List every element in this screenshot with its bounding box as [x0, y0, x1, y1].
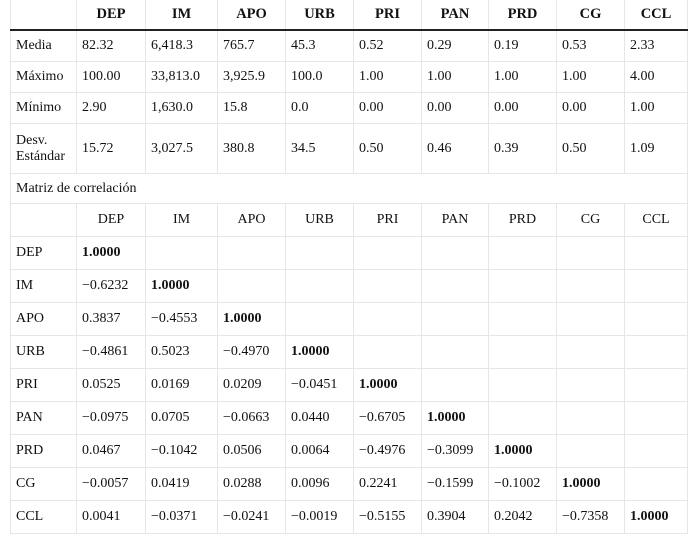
corr-header-cg: CG: [557, 204, 625, 237]
correlation-header-row: [11, 204, 688, 237]
table-cell: 0.0419: [146, 468, 218, 501]
diagonal-cell: 1.0000: [146, 270, 218, 303]
correlation-row: [11, 336, 688, 369]
row-label: PRI: [11, 369, 77, 402]
empty-cell: [625, 270, 688, 303]
table-row: [11, 30, 688, 62]
correlation-caption-row: [11, 174, 688, 204]
table-cell: 0.29: [422, 30, 489, 62]
empty-cell: [625, 402, 688, 435]
correlation-row: [11, 369, 688, 402]
table-cell: −0.0663: [218, 402, 286, 435]
table-cell: 0.0041: [77, 501, 146, 534]
diagonal-cell: 1.0000: [354, 369, 422, 402]
table-cell: 0.19: [489, 30, 557, 62]
row-label: Máximo: [11, 62, 77, 93]
table-cell: 0.52: [354, 30, 422, 62]
correlation-header-corner: [11, 204, 77, 237]
table-cell: −0.0241: [218, 501, 286, 534]
empty-cell: [625, 369, 688, 402]
table-cell: −0.1002: [489, 468, 557, 501]
table-cell: −0.0019: [286, 501, 354, 534]
empty-cell: [286, 270, 354, 303]
correlation-row: [11, 402, 688, 435]
empty-cell: [354, 270, 422, 303]
row-label: PRD: [11, 435, 77, 468]
corr-header-pri: PRI: [354, 204, 422, 237]
empty-cell: [422, 237, 489, 270]
table-cell: 0.0506: [218, 435, 286, 468]
correlation-row: [11, 270, 688, 303]
correlation-row: [11, 435, 688, 468]
table-cell: −0.4861: [77, 336, 146, 369]
empty-cell: [625, 303, 688, 336]
corr-header-im: IM: [146, 204, 218, 237]
empty-cell: [625, 336, 688, 369]
header-urb: URB: [286, 0, 354, 30]
empty-cell: [489, 303, 557, 336]
table-cell: 0.39: [489, 124, 557, 174]
table-cell: 0.50: [557, 124, 625, 174]
row-label: URB: [11, 336, 77, 369]
table-cell: −0.6232: [77, 270, 146, 303]
table-cell: 0.0169: [146, 369, 218, 402]
table-cell: 1.00: [422, 62, 489, 93]
table-cell: 6,418.3: [146, 30, 218, 62]
empty-cell: [218, 237, 286, 270]
table-cell: −0.3099: [422, 435, 489, 468]
table-cell: 0.0705: [146, 402, 218, 435]
table-cell: −0.0975: [77, 402, 146, 435]
table-cell: 1.00: [625, 93, 688, 124]
empty-cell: [489, 237, 557, 270]
correlation-row: [11, 303, 688, 336]
empty-cell: [489, 402, 557, 435]
empty-cell: [286, 303, 354, 336]
empty-cell: [489, 336, 557, 369]
correlation-row: [11, 237, 688, 270]
table-cell: 1.00: [557, 62, 625, 93]
table-cell: −0.4553: [146, 303, 218, 336]
table-cell: −0.0371: [146, 501, 218, 534]
diagonal-cell: 1.0000: [557, 468, 625, 501]
diagonal-cell: 1.0000: [422, 402, 489, 435]
table-cell: 0.00: [422, 93, 489, 124]
empty-cell: [354, 336, 422, 369]
empty-cell: [625, 435, 688, 468]
row-label: IM: [11, 270, 77, 303]
table-cell: 0.0467: [77, 435, 146, 468]
table-cell: 82.32: [77, 30, 146, 62]
table-cell: −0.7358: [557, 501, 625, 534]
header-ccl: CCL: [625, 0, 688, 30]
table-row: [11, 62, 688, 93]
table-cell: 0.0096: [286, 468, 354, 501]
table-cell: 34.5: [286, 124, 354, 174]
table-cell: 0.0288: [218, 468, 286, 501]
empty-cell: [286, 237, 354, 270]
row-label: DEP: [11, 237, 77, 270]
header-pri: PRI: [354, 0, 422, 30]
table-cell: 0.0209: [218, 369, 286, 402]
empty-cell: [422, 303, 489, 336]
table-cell: 100.0: [286, 62, 354, 93]
empty-cell: [422, 336, 489, 369]
empty-cell: [557, 303, 625, 336]
table-cell: −0.5155: [354, 501, 422, 534]
empty-cell: [557, 336, 625, 369]
header-row: [11, 0, 688, 30]
header-apo: APO: [218, 0, 286, 30]
diagonal-cell: 1.0000: [77, 237, 146, 270]
table-cell: 0.00: [354, 93, 422, 124]
table-row: [11, 93, 688, 124]
empty-cell: [557, 237, 625, 270]
corr-header-apo: APO: [218, 204, 286, 237]
empty-cell: [218, 270, 286, 303]
empty-cell: [557, 435, 625, 468]
table-cell: −0.6705: [354, 402, 422, 435]
empty-cell: [489, 270, 557, 303]
table-cell: 33,813.0: [146, 62, 218, 93]
row-label: PAN: [11, 402, 77, 435]
header-prd: PRD: [489, 0, 557, 30]
row-label: Media: [11, 30, 77, 62]
table-cell: 0.2042: [489, 501, 557, 534]
table-cell: 0.2241: [354, 468, 422, 501]
diagonal-cell: 1.0000: [286, 336, 354, 369]
empty-cell: [557, 369, 625, 402]
corr-header-pan: PAN: [422, 204, 489, 237]
diagonal-cell: 1.0000: [218, 303, 286, 336]
table-cell: 765.7: [218, 30, 286, 62]
descriptive-statistics-table: [10, 0, 688, 534]
table-cell: 2.90: [77, 93, 146, 124]
row-label: CG: [11, 468, 77, 501]
row-label: APO: [11, 303, 77, 336]
table-cell: 0.0064: [286, 435, 354, 468]
corr-header-prd: PRD: [489, 204, 557, 237]
table-cell: 0.0: [286, 93, 354, 124]
table-cell: 0.50: [354, 124, 422, 174]
correlation-row: [11, 468, 688, 501]
table-cell: 0.00: [557, 93, 625, 124]
header-cg: CG: [557, 0, 625, 30]
row-label: Mínimo: [11, 93, 77, 124]
table-cell: 3,027.5: [146, 124, 218, 174]
row-label: Desv. Estándar: [11, 124, 77, 174]
corr-header-ccl: CCL: [625, 204, 688, 237]
correlation-title: Matriz de correlación: [11, 174, 688, 204]
table-cell: 0.3837: [77, 303, 146, 336]
table-cell: 15.72: [77, 124, 146, 174]
table-cell: 2.33: [625, 30, 688, 62]
table-cell: 45.3: [286, 30, 354, 62]
header-dep: DEP: [77, 0, 146, 30]
table-cell: −0.0057: [77, 468, 146, 501]
table-cell: 3,925.9: [218, 62, 286, 93]
correlation-row: [11, 501, 688, 534]
table-cell: 1.00: [354, 62, 422, 93]
table-cell: 380.8: [218, 124, 286, 174]
table-cell: 0.0525: [77, 369, 146, 402]
empty-cell: [489, 369, 557, 402]
empty-cell: [422, 270, 489, 303]
table-cell: 1.00: [489, 62, 557, 93]
table-cell: 0.00: [489, 93, 557, 124]
row-label: CCL: [11, 501, 77, 534]
table-cell: −0.4970: [218, 336, 286, 369]
diagonal-cell: 1.0000: [625, 501, 688, 534]
empty-cell: [354, 303, 422, 336]
header-corner: [11, 0, 77, 30]
empty-cell: [625, 468, 688, 501]
table-row: [11, 124, 688, 174]
empty-cell: [422, 369, 489, 402]
table-cell: 1,630.0: [146, 93, 218, 124]
table-cell: 100.00: [77, 62, 146, 93]
table-cell: 0.0440: [286, 402, 354, 435]
table-cell: −0.1042: [146, 435, 218, 468]
table-cell: 0.3904: [422, 501, 489, 534]
empty-cell: [146, 237, 218, 270]
table-cell: 0.5023: [146, 336, 218, 369]
table-cell: −0.0451: [286, 369, 354, 402]
corr-header-dep: DEP: [77, 204, 146, 237]
diagonal-cell: 1.0000: [489, 435, 557, 468]
table-cell: −0.4976: [354, 435, 422, 468]
table-cell: 4.00: [625, 62, 688, 93]
header-pan: PAN: [422, 0, 489, 30]
empty-cell: [354, 237, 422, 270]
table-cell: 0.53: [557, 30, 625, 62]
table-cell: 1.09: [625, 124, 688, 174]
corr-header-urb: URB: [286, 204, 354, 237]
table-cell: −0.1599: [422, 468, 489, 501]
table-cell: 15.8: [218, 93, 286, 124]
empty-cell: [625, 237, 688, 270]
empty-cell: [557, 402, 625, 435]
empty-cell: [557, 270, 625, 303]
header-im: IM: [146, 0, 218, 30]
table-cell: 0.46: [422, 124, 489, 174]
